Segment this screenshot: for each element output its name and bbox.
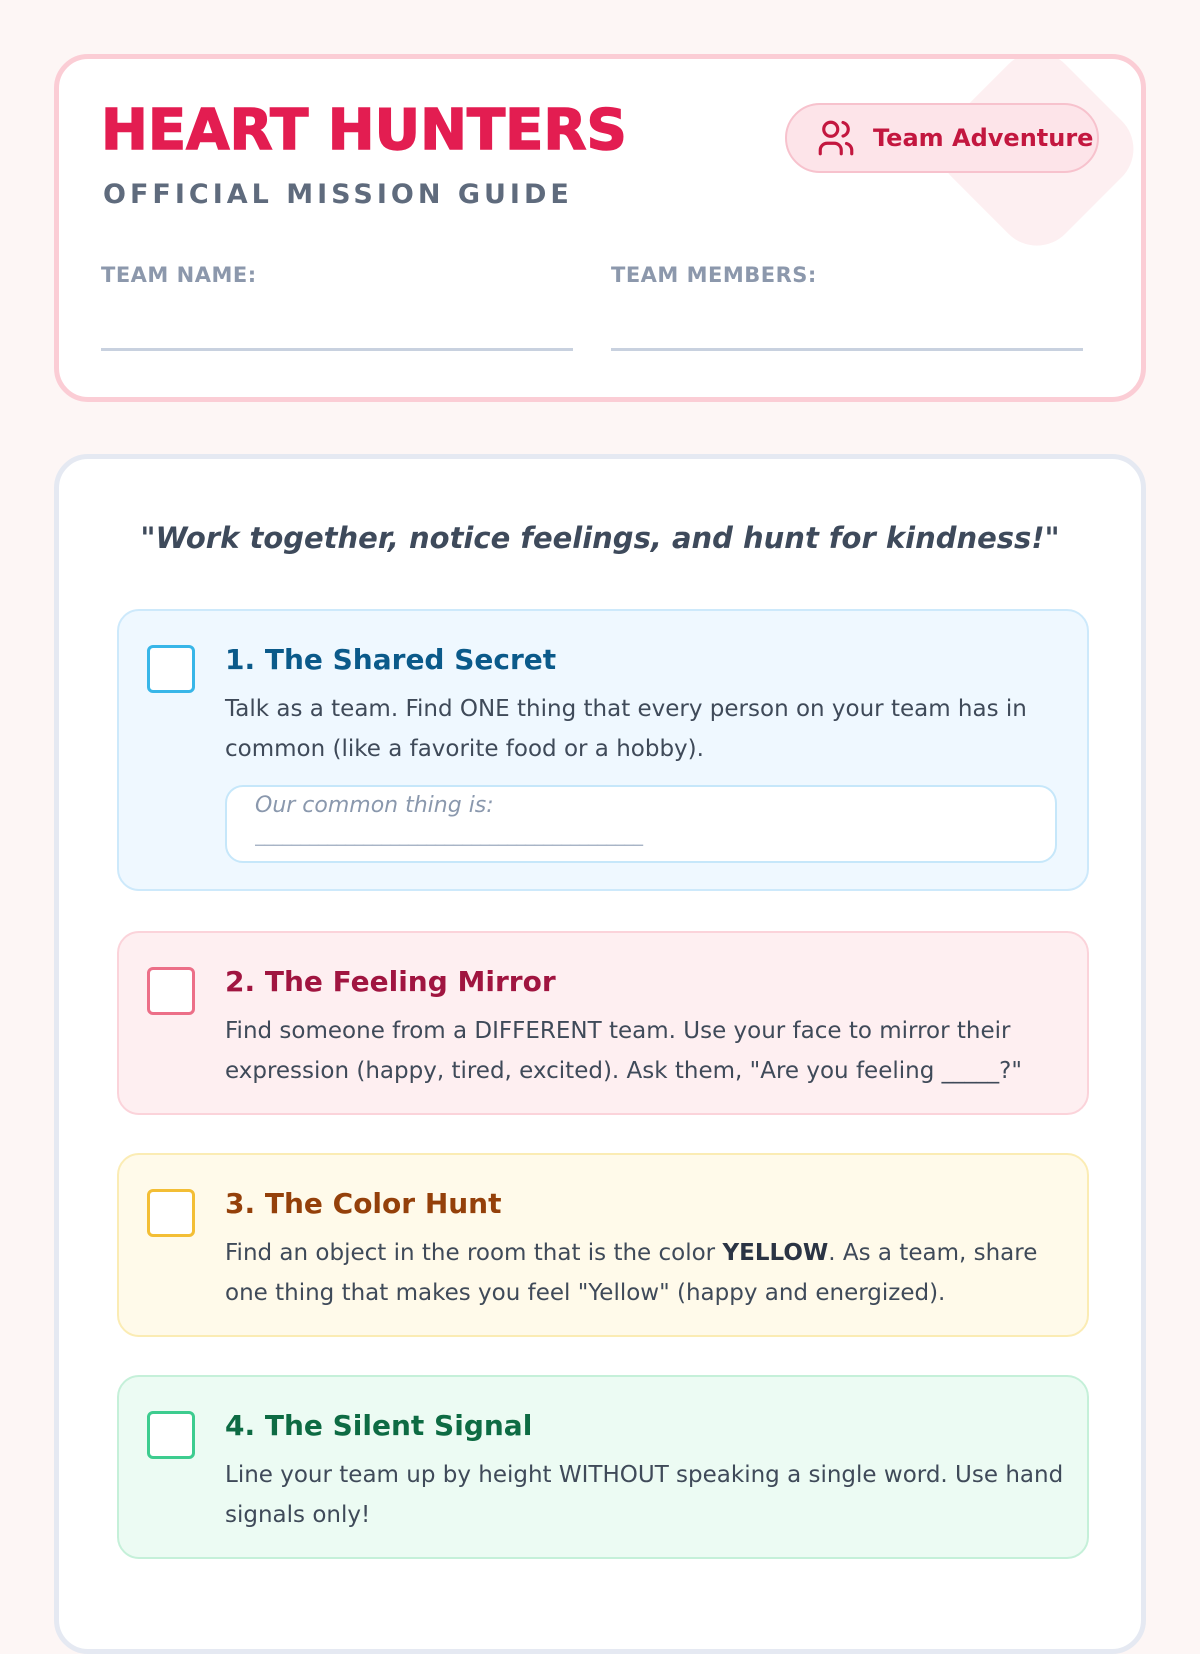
answer-label: Our common thing is: — [255, 793, 494, 818]
description-text: Find an object in the room that is the color — [225, 1240, 723, 1266]
team-members-line[interactable] — [611, 348, 1083, 351]
mission-description: Line your team up by height WITHOUT speaking a single word. Use hand signals only! — [225, 1462, 1064, 1528]
motto-quote: "Work together, notice feelings, and hunt for kindness!" — [140, 521, 1060, 555]
missions-card — [54, 454, 1146, 1654]
mission-checkbox[interactable] — [147, 645, 195, 693]
mission-checkbox[interactable] — [147, 1189, 195, 1237]
mission-description: Talk as a team. Find ONE thing that every person on your team has in common (like a favorite food or a hobby). — [225, 696, 1027, 762]
mission-card-color-hunt — [117, 1153, 1089, 1337]
team-members-label: TEAM MEMBERS: — [611, 263, 817, 287]
team-name-field[interactable] — [101, 265, 573, 351]
mission-title: 1. The Shared Secret — [225, 643, 557, 676]
answer-field[interactable] — [225, 785, 1057, 863]
mission-title: 2. The Feeling Mirror — [225, 965, 556, 998]
team-badge-label: Team Adventure — [873, 124, 1094, 152]
header-card — [54, 54, 1146, 402]
mission-title: 4. The Silent Signal — [225, 1409, 533, 1442]
team-badge — [785, 103, 1099, 173]
mission-title: 3. The Color Hunt — [225, 1187, 502, 1220]
users-icon — [815, 117, 857, 159]
page-title: HEART HUNTERS — [101, 98, 627, 163]
team-name-line[interactable] — [101, 348, 573, 351]
mission-card-shared-secret — [117, 609, 1089, 891]
page-subtitle: OFFICIAL MISSION GUIDE — [103, 179, 573, 210]
mission-checkbox[interactable] — [147, 1411, 195, 1459]
description-text: . As a team, share one thing that makes you feel "Yellow" (happy and energized). — [225, 1240, 1038, 1306]
answer-blank-line: ___________________________________________ — [255, 822, 642, 846]
mission-card-feeling-mirror — [117, 931, 1089, 1115]
mission-description: Find someone from a DIFFERENT team. Use your face to mirror their expression (happy, tired, excited). Ask them, "Are you feeling _____?" — [225, 1018, 1022, 1084]
team-name-label: TEAM NAME: — [101, 263, 257, 287]
description-highlight: YELLOW — [722, 1240, 829, 1266]
mission-checkbox[interactable] — [147, 967, 195, 1015]
team-members-field[interactable] — [611, 265, 1083, 351]
mission-description — [225, 1233, 1065, 1313]
mission-card-silent-signal — [117, 1375, 1089, 1559]
